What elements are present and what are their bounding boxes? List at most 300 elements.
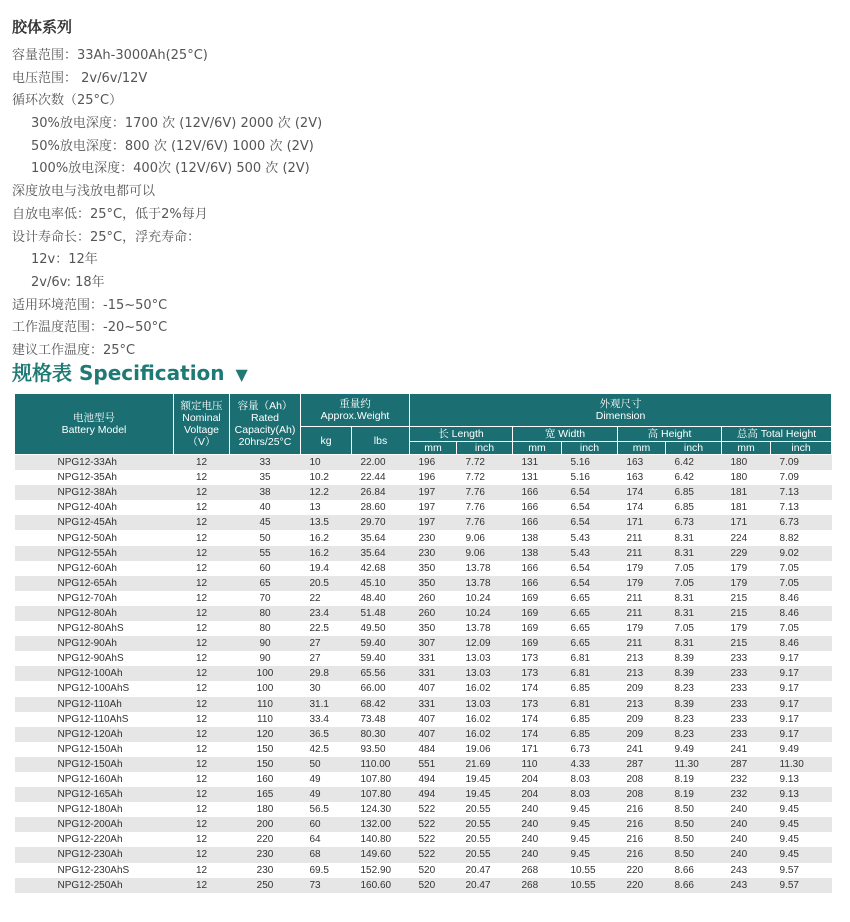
cell-length-inch: 21.69 <box>457 757 513 772</box>
feature-line: 工作温度范围：-20~50°C <box>12 320 168 336</box>
feature-line: 循环次数（25°C） <box>12 93 123 109</box>
cell-model: NPG12-120Ah <box>15 727 174 742</box>
cell-total-height-inch: 9.17 <box>771 651 832 666</box>
cell-model: NPG12-80AhS <box>15 621 174 636</box>
cell-capacity: 230 <box>230 863 301 878</box>
cell-height-inch: 8.23 <box>666 681 722 696</box>
cell-total-height-inch: 9.45 <box>771 817 832 832</box>
cell-weight-lbs: 42.68 <box>352 561 410 576</box>
cell-height-mm: 208 <box>618 772 666 787</box>
cell-length-mm: 196 <box>410 470 457 485</box>
cell-model: NPG12-230AhS <box>15 863 174 878</box>
cell-length-inch: 9.06 <box>457 546 513 561</box>
cell-voltage: 12 <box>174 863 230 878</box>
cell-total-height-mm: 232 <box>722 787 771 802</box>
cell-capacity: 80 <box>230 606 301 621</box>
cell-model: NPG12-230Ah <box>15 847 174 862</box>
cell-total-height-inch: 8.46 <box>771 591 832 606</box>
cell-length-inch: 13.78 <box>457 561 513 576</box>
cell-total-height-inch: 9.17 <box>771 727 832 742</box>
cell-length-inch: 20.55 <box>457 832 513 847</box>
cell-height-mm: 287 <box>618 757 666 772</box>
cell-height-mm: 216 <box>618 802 666 817</box>
cell-weight-kg: 22 <box>301 591 352 606</box>
cell-weight-lbs: 107.80 <box>352 787 410 802</box>
table-row <box>15 485 832 500</box>
cell-total-height-inch: 11.30 <box>771 757 832 772</box>
cell-width-mm: 174 <box>513 727 562 742</box>
cell-height-mm: 216 <box>618 817 666 832</box>
feature-line: 30%放电深度：1700 次 (12V/6V) 2000 次 (2V) <box>31 116 323 132</box>
table-row <box>15 591 832 606</box>
cell-weight-kg: 12.2 <box>301 485 352 500</box>
cell-weight-kg: 30 <box>301 681 352 696</box>
cell-model: NPG12-150Ah <box>15 757 174 772</box>
table-row <box>15 742 832 757</box>
cell-total-height-mm: 232 <box>722 772 771 787</box>
cell-capacity: 50 <box>230 530 301 545</box>
cell-model: NPG12-150Ah <box>15 742 174 757</box>
cell-model: NPG12-110Ah <box>15 697 174 712</box>
cell-total-height-inch: 9.45 <box>771 832 832 847</box>
cell-total-height-inch: 9.17 <box>771 681 832 696</box>
cell-height-inch: 6.85 <box>666 500 722 515</box>
table-row <box>15 561 832 576</box>
cell-total-height-mm: 240 <box>722 817 771 832</box>
cell-height-inch: 7.05 <box>666 561 722 576</box>
cell-capacity: 150 <box>230 742 301 757</box>
header-total-height-mm: mm <box>722 442 771 455</box>
cell-length-inch: 7.76 <box>457 515 513 530</box>
cell-weight-lbs: 26.84 <box>352 485 410 500</box>
cell-weight-kg: 27 <box>301 636 352 651</box>
cell-length-mm: 350 <box>410 561 457 576</box>
cell-height-inch: 8.50 <box>666 832 722 847</box>
cell-height-mm: 171 <box>618 515 666 530</box>
cell-capacity: 220 <box>230 832 301 847</box>
cell-height-inch: 8.50 <box>666 802 722 817</box>
cell-capacity: 80 <box>230 621 301 636</box>
cell-width-inch: 6.65 <box>562 591 618 606</box>
cell-total-height-inch: 9.17 <box>771 666 832 681</box>
cell-weight-lbs: 22.00 <box>352 455 410 471</box>
cell-length-inch: 20.55 <box>457 817 513 832</box>
cell-weight-lbs: 65.56 <box>352 666 410 681</box>
cell-height-inch: 8.66 <box>666 878 722 893</box>
cell-weight-lbs: 45.10 <box>352 576 410 591</box>
cell-weight-lbs: 29.70 <box>352 515 410 530</box>
cell-total-height-mm: 287 <box>722 757 771 772</box>
cell-width-inch: 6.54 <box>562 515 618 530</box>
cell-model: NPG12-38Ah <box>15 485 174 500</box>
cell-total-height-mm: 224 <box>722 530 771 545</box>
cell-width-inch: 8.03 <box>562 772 618 787</box>
header-height-inch: inch <box>666 442 722 455</box>
cell-total-height-mm: 233 <box>722 727 771 742</box>
cell-voltage: 12 <box>174 832 230 847</box>
cell-model: NPG12-90Ah <box>15 636 174 651</box>
cell-width-inch: 9.45 <box>562 847 618 862</box>
cell-model: NPG12-50Ah <box>15 530 174 545</box>
cell-width-mm: 138 <box>513 530 562 545</box>
cell-length-inch: 13.78 <box>457 621 513 636</box>
cell-model: NPG12-60Ah <box>15 561 174 576</box>
cell-total-height-inch: 7.13 <box>771 500 832 515</box>
cell-total-height-mm: 240 <box>722 847 771 862</box>
cell-width-mm: 240 <box>513 847 562 862</box>
cell-capacity: 110 <box>230 712 301 727</box>
cell-width-mm: 173 <box>513 697 562 712</box>
cell-width-inch: 6.65 <box>562 636 618 651</box>
cell-length-mm: 551 <box>410 757 457 772</box>
cell-length-inch: 7.72 <box>457 470 513 485</box>
cell-capacity: 150 <box>230 757 301 772</box>
cell-total-height-inch: 9.17 <box>771 712 832 727</box>
cell-height-mm: 220 <box>618 863 666 878</box>
cell-width-mm: 240 <box>513 802 562 817</box>
cell-width-mm: 169 <box>513 606 562 621</box>
cell-width-inch: 5.16 <box>562 470 618 485</box>
cell-capacity: 35 <box>230 470 301 485</box>
cell-length-inch: 10.24 <box>457 591 513 606</box>
cell-width-mm: 166 <box>513 500 562 515</box>
cell-total-height-mm: 180 <box>722 455 771 471</box>
cell-total-height-mm: 215 <box>722 636 771 651</box>
cell-length-mm: 520 <box>410 863 457 878</box>
cell-width-mm: 166 <box>513 576 562 591</box>
cell-height-mm: 213 <box>618 651 666 666</box>
table-row <box>15 727 832 742</box>
cell-capacity: 180 <box>230 802 301 817</box>
cell-voltage: 12 <box>174 697 230 712</box>
cell-width-mm: 169 <box>513 621 562 636</box>
cell-total-height-mm: 241 <box>722 742 771 757</box>
cell-weight-kg: 60 <box>301 817 352 832</box>
cell-model: NPG12-100AhS <box>15 681 174 696</box>
cell-model: NPG12-250Ah <box>15 878 174 893</box>
cell-weight-lbs: 160.60 <box>352 878 410 893</box>
table-row <box>15 832 832 847</box>
cell-weight-lbs: 59.40 <box>352 651 410 666</box>
cell-width-mm: 171 <box>513 742 562 757</box>
cell-length-mm: 407 <box>410 727 457 742</box>
cell-total-height-inch: 7.05 <box>771 561 832 576</box>
cell-height-mm: 163 <box>618 470 666 485</box>
cell-total-height-mm: 229 <box>722 546 771 561</box>
cell-width-inch: 6.54 <box>562 561 618 576</box>
cell-length-inch: 20.55 <box>457 802 513 817</box>
cell-height-inch: 8.23 <box>666 712 722 727</box>
feature-line: 2v/6v: 18年 <box>31 274 105 290</box>
header-length: 长 Length <box>410 427 513 442</box>
cell-width-inch: 8.03 <box>562 787 618 802</box>
spec-heading-en: Specification <box>78 361 225 385</box>
cell-model: NPG12-200Ah <box>15 817 174 832</box>
cell-height-inch: 6.73 <box>666 515 722 530</box>
cell-height-mm: 179 <box>618 621 666 636</box>
cell-width-inch: 6.81 <box>562 697 618 712</box>
cell-length-mm: 522 <box>410 847 457 862</box>
cell-total-height-mm: 233 <box>722 712 771 727</box>
cell-height-mm: 211 <box>618 546 666 561</box>
cell-model: NPG12-65Ah <box>15 576 174 591</box>
cell-length-mm: 197 <box>410 485 457 500</box>
feature-line: 设计寿命长：25°C，浮充寿命： <box>12 229 201 245</box>
cell-model: NPG12-220Ah <box>15 832 174 847</box>
cell-voltage: 12 <box>174 651 230 666</box>
cell-voltage: 12 <box>174 742 230 757</box>
feature-line: 深度放电与浅放电都可以 <box>12 184 156 200</box>
cell-width-mm: 166 <box>513 561 562 576</box>
cell-height-inch: 8.31 <box>666 530 722 545</box>
cell-total-height-mm: 215 <box>722 591 771 606</box>
cell-length-mm: 331 <box>410 666 457 681</box>
cell-height-inch: 6.85 <box>666 485 722 500</box>
spec-table <box>14 393 832 893</box>
cell-total-height-mm: 240 <box>722 802 771 817</box>
cell-weight-lbs: 149.60 <box>352 847 410 862</box>
cell-length-mm: 522 <box>410 832 457 847</box>
cell-weight-lbs: 80.30 <box>352 727 410 742</box>
cell-width-inch: 6.85 <box>562 712 618 727</box>
cell-weight-kg: 49 <box>301 787 352 802</box>
cell-width-inch: 10.55 <box>562 878 618 893</box>
cell-height-inch: 8.23 <box>666 727 722 742</box>
cell-height-mm: 211 <box>618 636 666 651</box>
table-row <box>15 802 832 817</box>
cell-weight-lbs: 73.48 <box>352 712 410 727</box>
cell-voltage: 12 <box>174 621 230 636</box>
cell-height-inch: 6.42 <box>666 470 722 485</box>
table-row <box>15 757 832 772</box>
cell-width-inch: 9.45 <box>562 817 618 832</box>
cell-weight-lbs: 110.00 <box>352 757 410 772</box>
cell-length-mm: 331 <box>410 697 457 712</box>
cell-capacity: 65 <box>230 576 301 591</box>
cell-model: NPG12-160Ah <box>15 772 174 787</box>
cell-weight-lbs: 49.50 <box>352 621 410 636</box>
cell-model: NPG12-70Ah <box>15 591 174 606</box>
cell-voltage: 12 <box>174 546 230 561</box>
cell-total-height-mm: 233 <box>722 697 771 712</box>
cell-length-inch: 13.03 <box>457 651 513 666</box>
cell-length-mm: 307 <box>410 636 457 651</box>
feature-line: 50%放电深度：800 次 (12V/6V) 1000 次 (2V) <box>31 138 314 154</box>
cell-length-inch: 7.76 <box>457 485 513 500</box>
cell-width-mm: 240 <box>513 817 562 832</box>
cell-height-inch: 9.49 <box>666 742 722 757</box>
cell-weight-kg: 27 <box>301 651 352 666</box>
cell-length-mm: 407 <box>410 681 457 696</box>
table-row <box>15 712 832 727</box>
cell-model: NPG12-33Ah <box>15 455 174 471</box>
cell-total-height-inch: 9.49 <box>771 742 832 757</box>
cell-voltage: 12 <box>174 485 230 500</box>
page-title: 胶体系列 <box>12 18 73 36</box>
header-width-inch: inch <box>562 442 618 455</box>
cell-height-mm: 179 <box>618 576 666 591</box>
cell-length-mm: 197 <box>410 500 457 515</box>
cell-weight-kg: 22.5 <box>301 621 352 636</box>
cell-width-inch: 5.43 <box>562 546 618 561</box>
cell-width-inch: 6.81 <box>562 651 618 666</box>
cell-total-height-inch: 7.13 <box>771 485 832 500</box>
cell-voltage: 12 <box>174 817 230 832</box>
cell-height-mm: 216 <box>618 847 666 862</box>
cell-length-mm: 484 <box>410 742 457 757</box>
cell-weight-kg: 19.4 <box>301 561 352 576</box>
cell-length-mm: 197 <box>410 515 457 530</box>
cell-weight-kg: 10 <box>301 455 352 471</box>
cell-length-mm: 260 <box>410 606 457 621</box>
header-length-inch: inch <box>457 442 513 455</box>
header-capacity: 容量（Ah） Rated Capacity(Ah) 20hrs/25°C <box>230 394 301 455</box>
cell-total-height-inch: 7.09 <box>771 470 832 485</box>
header-dimension: 外观尺寸 Dimension <box>410 394 832 427</box>
cell-voltage: 12 <box>174 666 230 681</box>
cell-total-height-mm: 215 <box>722 606 771 621</box>
cell-length-mm: 196 <box>410 455 457 471</box>
cell-voltage: 12 <box>174 470 230 485</box>
cell-width-mm: 204 <box>513 772 562 787</box>
header-height: 高 Height <box>618 427 722 442</box>
cell-total-height-inch: 8.82 <box>771 530 832 545</box>
cell-weight-kg: 42.5 <box>301 742 352 757</box>
header-voltage: 额定电压 Nominal Voltage （V） <box>174 394 230 455</box>
cell-height-mm: 216 <box>618 832 666 847</box>
cell-width-inch: 9.45 <box>562 802 618 817</box>
cell-height-inch: 8.31 <box>666 606 722 621</box>
cell-weight-kg: 23.4 <box>301 606 352 621</box>
cell-width-inch: 4.33 <box>562 757 618 772</box>
cell-weight-lbs: 152.90 <box>352 863 410 878</box>
cell-weight-kg: 56.5 <box>301 802 352 817</box>
cell-height-mm: 211 <box>618 530 666 545</box>
cell-height-mm: 174 <box>618 485 666 500</box>
cell-height-mm: 213 <box>618 666 666 681</box>
feature-list <box>12 45 322 363</box>
cell-weight-lbs: 68.42 <box>352 697 410 712</box>
cell-weight-lbs: 93.50 <box>352 742 410 757</box>
cell-width-mm: 169 <box>513 591 562 606</box>
cell-capacity: 100 <box>230 666 301 681</box>
table-row <box>15 621 832 636</box>
cell-total-height-mm: 233 <box>722 666 771 681</box>
cell-weight-kg: 29.8 <box>301 666 352 681</box>
cell-total-height-mm: 179 <box>722 621 771 636</box>
cell-height-mm: 220 <box>618 878 666 893</box>
cell-height-inch: 8.31 <box>666 636 722 651</box>
cell-voltage: 12 <box>174 802 230 817</box>
table-row <box>15 878 832 893</box>
cell-weight-kg: 16.2 <box>301 530 352 545</box>
cell-width-mm: 268 <box>513 863 562 878</box>
cell-length-inch: 7.72 <box>457 455 513 471</box>
cell-voltage: 12 <box>174 727 230 742</box>
cell-voltage: 12 <box>174 757 230 772</box>
cell-total-height-inch: 7.05 <box>771 576 832 591</box>
cell-width-mm: 173 <box>513 651 562 666</box>
cell-length-inch: 19.45 <box>457 787 513 802</box>
table-row <box>15 515 832 530</box>
cell-height-inch: 8.19 <box>666 787 722 802</box>
cell-voltage: 12 <box>174 515 230 530</box>
cell-height-inch: 8.39 <box>666 666 722 681</box>
header-total-height-inch: inch <box>771 442 832 455</box>
cell-capacity: 250 <box>230 878 301 893</box>
cell-weight-lbs: 66.00 <box>352 681 410 696</box>
cell-model: NPG12-40Ah <box>15 500 174 515</box>
cell-capacity: 45 <box>230 515 301 530</box>
table-row <box>15 666 832 681</box>
table-row <box>15 546 832 561</box>
cell-length-mm: 230 <box>410 530 457 545</box>
cell-height-mm: 163 <box>618 455 666 471</box>
cell-weight-lbs: 140.80 <box>352 832 410 847</box>
cell-length-mm: 494 <box>410 787 457 802</box>
cell-voltage: 12 <box>174 455 230 471</box>
cell-capacity: 90 <box>230 636 301 651</box>
cell-height-mm: 209 <box>618 727 666 742</box>
header-lbs: lbs <box>352 427 410 455</box>
feature-line: 自放电率低：25°C，低于2%每月 <box>12 206 208 222</box>
cell-model: NPG12-110AhS <box>15 712 174 727</box>
cell-width-mm: 204 <box>513 787 562 802</box>
cell-total-height-mm: 181 <box>722 500 771 515</box>
header-model: 电池型号 Battery Model <box>15 394 174 455</box>
cell-model: NPG12-90AhS <box>15 651 174 666</box>
cell-length-inch: 20.47 <box>457 863 513 878</box>
table-row <box>15 817 832 832</box>
cell-capacity: 230 <box>230 847 301 862</box>
spec-heading <box>12 357 248 386</box>
cell-capacity: 100 <box>230 681 301 696</box>
feature-line: 电压范围： 2v/6v/12V <box>12 70 148 86</box>
cell-total-height-mm: 179 <box>722 561 771 576</box>
cell-height-mm: 211 <box>618 606 666 621</box>
cell-weight-kg: 49 <box>301 772 352 787</box>
cell-height-mm: 213 <box>618 697 666 712</box>
cell-width-inch: 6.85 <box>562 681 618 696</box>
cell-length-inch: 19.45 <box>457 772 513 787</box>
cell-height-inch: 8.31 <box>666 546 722 561</box>
cell-length-mm: 260 <box>410 591 457 606</box>
cell-voltage: 12 <box>174 787 230 802</box>
cell-model: NPG12-100Ah <box>15 666 174 681</box>
cell-width-mm: 240 <box>513 832 562 847</box>
cell-height-inch: 8.50 <box>666 817 722 832</box>
table-row <box>15 500 832 515</box>
cell-height-inch: 7.05 <box>666 621 722 636</box>
cell-width-inch: 6.54 <box>562 485 618 500</box>
header-length-mm: mm <box>410 442 457 455</box>
table-row <box>15 530 832 545</box>
cell-height-mm: 208 <box>618 787 666 802</box>
cell-width-inch: 6.54 <box>562 500 618 515</box>
cell-voltage: 12 <box>174 530 230 545</box>
cell-length-inch: 13.03 <box>457 666 513 681</box>
cell-capacity: 70 <box>230 591 301 606</box>
triangle-down-icon: ▼ <box>235 365 248 384</box>
cell-capacity: 40 <box>230 500 301 515</box>
cell-voltage: 12 <box>174 712 230 727</box>
cell-length-inch: 7.76 <box>457 500 513 515</box>
cell-voltage: 12 <box>174 772 230 787</box>
cell-capacity: 60 <box>230 561 301 576</box>
cell-total-height-mm: 171 <box>722 515 771 530</box>
table-row <box>15 697 832 712</box>
cell-weight-lbs: 107.80 <box>352 772 410 787</box>
